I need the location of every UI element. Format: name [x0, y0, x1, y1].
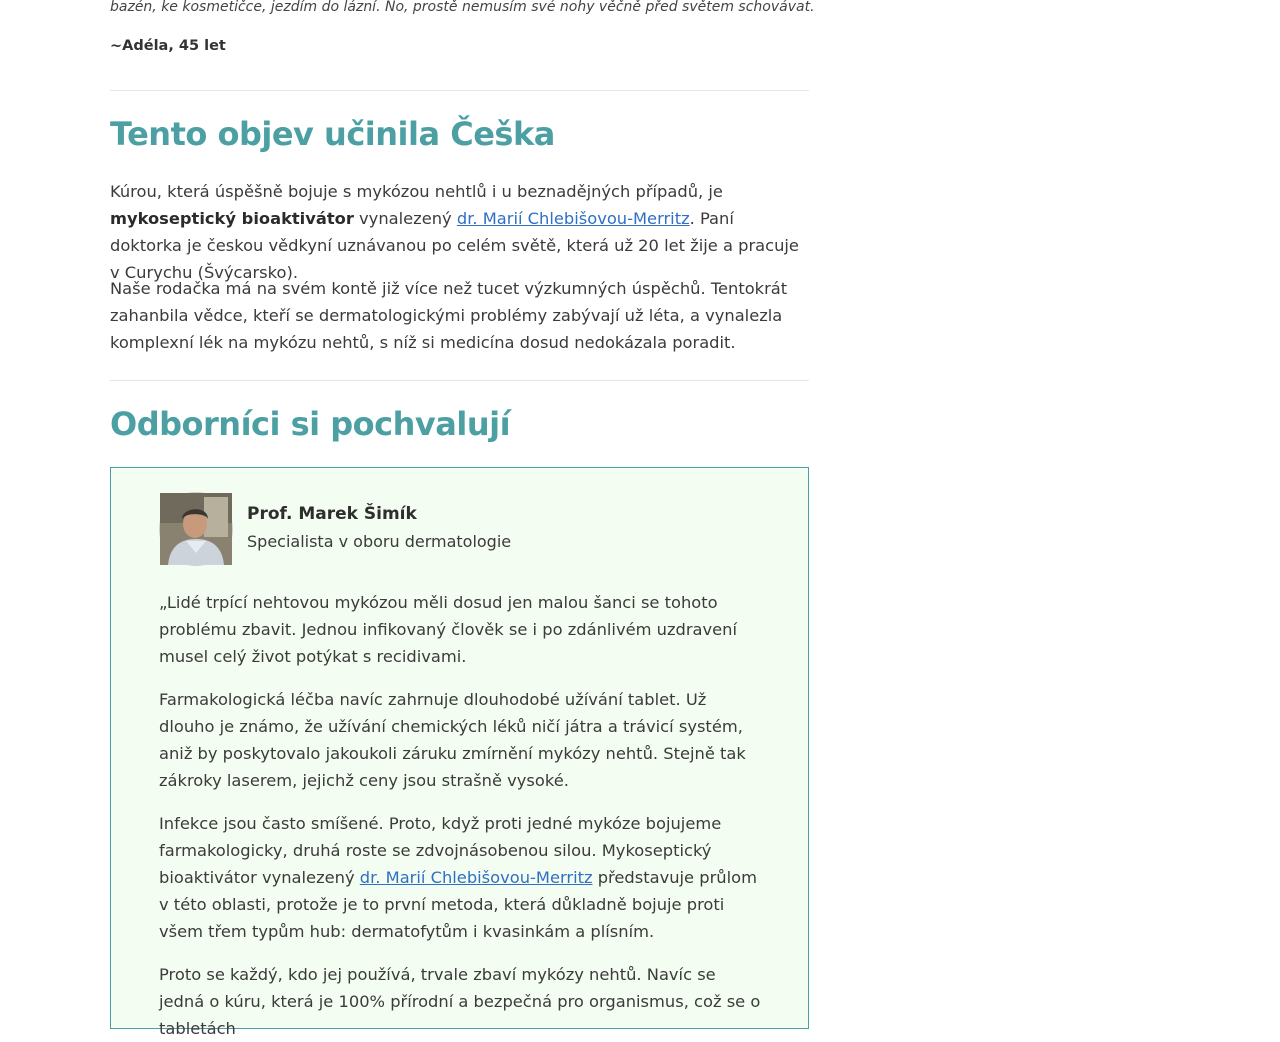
- section-divider: [110, 90, 809, 91]
- discovery-paragraph-1: Kúrou, která úspěšně bojuje s mykózou nehtlů i u beznadějných případů, je mykoseptický bioaktivátor vynalezený dr. Marií Chlebišovou-Merritz. Paní doktorka je českou vědkyní uznávanou po celém světě, která už 20 let žije a pracuje v Curychu (Švýcarsko).: [110, 182, 799, 282]
- expert-quote-paragraph-2: Farmakologická léčba navíc zahrnuje dlouhodobé užívání tablet. Už dlouho je známo, že užívání chemických léků ničí játra a trávicí systém, aniž by poskytovalo jakoukoli záruku zmírnění mykózy nehtů. Stejně tak zákroky laserem, jejichž ceny jsou strašně vysoké.: [159, 690, 746, 790]
- testimonial-author: ~Adéla, 45 let: [110, 38, 226, 54]
- expert-quote-paragraph-3: Infekce jsou často smíšené. Proto, když proti jedné mykóze bojujeme farmakologicky, druhá roste se zdvojnásobenou silou. Mykoseptický bioaktivátor vynalezený dr. Marií Chlebišovou-Merritz představuje průlom v této oblasti, protože je to první metoda, která důkladně bojuje proti všem třem typům hub: dermatofytům i kvasinkám a plísním.: [159, 814, 757, 941]
- expert-quote-paragraph-1: „Lidé trpící nehtovou mykózou měli dosud jen malou šanci se tohoto problému zbavit. Jednou infikovaný člověk se i po zdánlivém uzdravení musel celý život potýkat s recidivami.: [159, 593, 737, 666]
- avatar: [159, 492, 233, 566]
- section-divider: [110, 380, 809, 381]
- expert-name: Prof. Marek Šimík: [247, 504, 417, 524]
- testimonial-text: bazén, ke kosmetičce, jezdím do lázní. No, prostě nemusím své nohy věčně před světem schovávat.: [110, 0, 815, 15]
- doctor-link[interactable]: dr. Marií Chlebišovou-Merritz: [456, 209, 690, 228]
- section-heading-discovery: Tento objev učinila Češka: [110, 115, 555, 153]
- expert-quote-box: [110, 467, 809, 1038]
- expert-role: Specialista v oboru dermatologie: [247, 532, 512, 551]
- expert-portrait-icon: [160, 493, 232, 565]
- discovery-paragraph-2: Naše rodačka má na svém kontě již více než tucet výzkumných úspěchů. Tentokrát zahanbila vědce, kteří se dermatologickými problémy zabývají už léta, a vynalezla komplexní lék na mykózu nehtů, s níž si medicína dosud nedokázala poradit.: [110, 279, 788, 352]
- expert-quote-paragraph-4: Proto se každý, kdo jej používá, trvale zbaví mykózy nehtů. Navíc se jedná o kúru, která je 100% přírodní a bezpečná pro organismus, což se o tabletách: [159, 965, 761, 1038]
- doctor-link[interactable]: dr. Marií Chlebišovou-Merritz: [359, 868, 593, 887]
- product-name-bold: mykoseptický bioaktivátor: [110, 209, 354, 228]
- section-heading-experts: Odborníci si pochvalují: [110, 405, 511, 443]
